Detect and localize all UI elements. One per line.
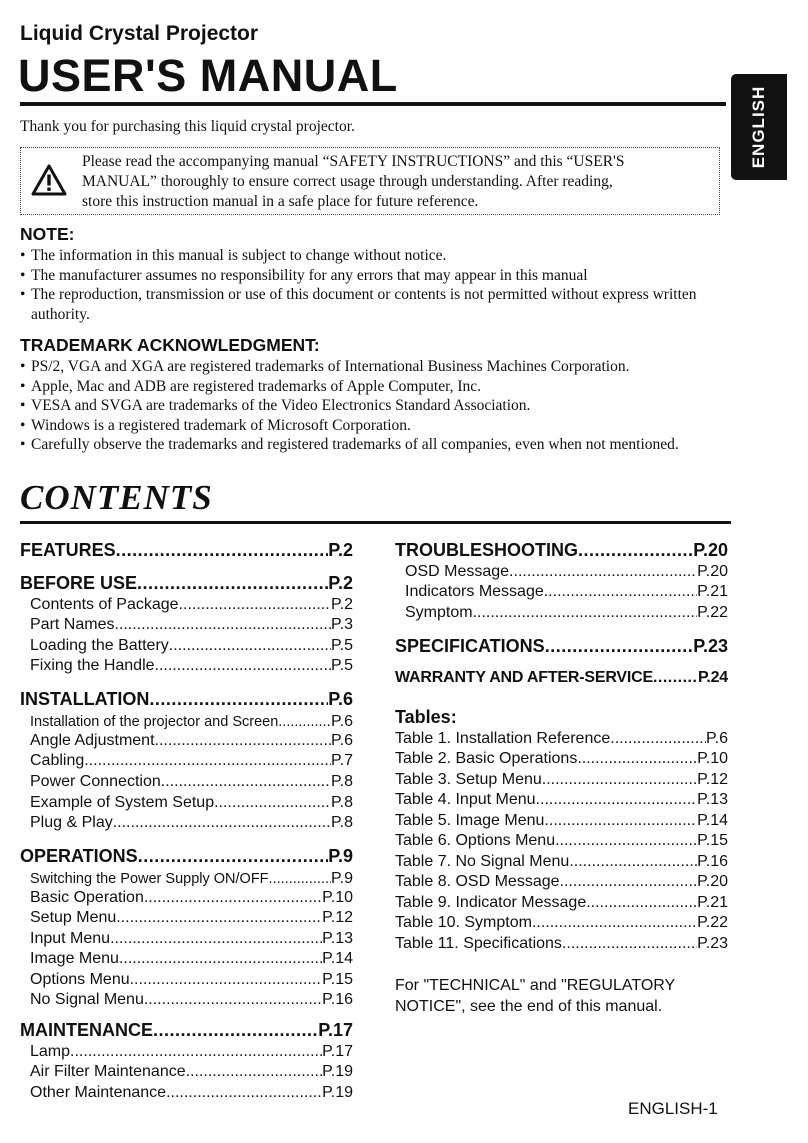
toc-page: P.8 [331,794,353,811]
toc-label: Power Connection [30,773,161,790]
toc-label: Example of System Setup [30,794,215,811]
toc-label: Options Menu [30,971,130,988]
toc-warranty[interactable] [395,669,728,687]
toc-page: P.6 [331,732,353,749]
toc-label: BEFORE USE [20,573,138,593]
toc-item[interactable] [30,616,353,634]
toc-page: P.8 [331,773,353,790]
toc-page: P.17 [322,1043,353,1060]
toc-item[interactable] [30,1084,353,1102]
toc-table-item[interactable] [395,812,728,830]
toc-page: P.3 [331,616,353,633]
toc-label: Lamp [30,1043,71,1060]
toc-page: P.8 [331,814,353,831]
toc-label: SPECIFICATIONS [395,636,545,656]
toc-label: Table 6. Options Menu [395,832,556,849]
toc-label: No Signal Menu [30,991,144,1008]
list-item: • PS/2, VGA and XGA are registered trademarks of International Business Machines Corporation. [20,357,730,377]
toc-label: Angle Adjustment [30,732,155,749]
contents-title: CONTENTS [20,478,213,517]
toc-item[interactable] [30,657,353,675]
warning-line: store this instruction manual in a safe place for future reference. [82,193,479,210]
toc-label: Fixing the Handle [30,657,155,674]
toc-item[interactable] [30,1063,353,1081]
list-item: • Apple, Mac and ADB are registered trademarks of Apple Computer, Inc. [20,377,730,397]
toc-installation[interactable] [20,689,353,710]
toc-label: Indicators Message [405,583,544,600]
toc-page: P.15 [697,832,728,849]
toc-label: Other Maintenance [30,1084,167,1101]
toc-page: P.14 [697,812,728,829]
toc-label: INSTALLATION [20,689,150,709]
toc-item[interactable] [30,794,353,812]
toc-item[interactable] [30,909,353,927]
toc-label: Switching the Power Supply ON/OFF [30,871,269,887]
toc-item[interactable] [30,889,353,907]
toc-item[interactable] [405,563,728,581]
toc-label: Table 9. Indicator Message [395,894,587,911]
toc-table-item[interactable] [395,791,728,809]
toc-table-item[interactable] [395,914,728,932]
toc-label: Table 5. Image Menu [395,812,545,829]
toc-page: P.13 [697,791,728,808]
toc-label: MAINTENANCE [20,1020,153,1040]
toc-label: Table 1. Installation Reference [395,730,611,747]
toc-table-item[interactable] [395,730,728,748]
toc-item[interactable] [30,773,353,791]
toc-table-item[interactable] [395,894,728,912]
trademark-list [20,357,730,455]
toc-page: P.22 [697,604,728,621]
safety-warning-box [20,147,720,215]
toc-label: Installation of the projector and Screen [30,714,279,730]
toc-page: P.20 [697,563,728,580]
toc-item[interactable] [30,1043,353,1061]
toc-label: Plug & Play [30,814,113,831]
list-item: • Carefully observe the trademarks and registered trademarks of all companies, even when not mentioned. [20,435,711,455]
toc-page: P.16 [697,853,728,870]
toc-item[interactable] [30,713,353,731]
warning-triangle-icon [31,164,67,196]
document-subtitle: Liquid Crystal Projector [20,22,259,45]
toc-label: OSD Message [405,563,510,580]
toc-item[interactable] [30,752,353,770]
language-tab-label: ENGLISH [749,85,768,169]
toc-page: P.5 [331,657,353,674]
toc-label: OPERATIONS [20,846,138,866]
toc-page: P.14 [322,950,353,967]
toc-features[interactable] [20,540,353,561]
toc-label: Loading the Battery [30,637,169,654]
toc-label: WARRANTY AND AFTER-SERVICE [395,669,653,686]
footnote-line: For "TECHNICAL" and "REGULATORY [395,977,676,994]
toc-label: Table 8. OSD Message [395,873,560,890]
note-heading: NOTE: [20,224,75,244]
toc-item[interactable] [405,604,728,622]
toc-page: P.23 [697,935,728,952]
toc-page: P.5 [331,637,353,654]
toc-page: P.7 [331,752,353,769]
list-item: • Windows is a registered trademark of Microsoft Corporation. [20,416,730,436]
toc-table-item[interactable] [395,832,728,850]
toc-item[interactable] [30,637,353,655]
toc-label: Part Names [30,616,115,633]
toc-label: TROUBLESHOOTING [395,540,578,560]
toc-page: P.24 [697,669,728,686]
toc-label: Cabling [30,752,85,769]
toc-page: P.6 [328,689,353,709]
toc-specifications[interactable] [395,636,728,657]
toc-table-item[interactable] [395,935,728,953]
toc-page: P.12 [697,771,728,788]
toc-page: P.17 [318,1020,353,1040]
list-item: • The information in this manual is subject to change without notice. [20,246,730,266]
toc-page: P.20 [693,540,728,560]
toc-label: FEATURES [20,540,116,560]
toc-page: P.19 [322,1084,353,1101]
toc-page: P.15 [322,971,353,988]
toc-before-use[interactable] [20,573,353,594]
toc-page: P.21 [697,894,728,911]
warning-line: MANUAL” thoroughly to ensure correct usage through understanding. After reading, [82,173,613,190]
toc-label: Table 11. Specifications [395,935,562,952]
toc-label: Symptom [405,604,473,621]
toc-item[interactable] [30,991,353,1009]
toc-item[interactable] [30,814,353,832]
toc-page: P.16 [322,991,353,1008]
toc-label: Image Menu [30,950,119,967]
toc-item[interactable] [30,950,353,968]
toc-label: Air Filter Maintenance [30,1063,186,1080]
safety-warning-text [82,152,710,212]
toc-page: P.22 [697,914,728,931]
document-title: USER'S MANUAL [18,50,398,101]
toc-page: P.9 [328,846,353,866]
toc-item[interactable] [30,971,353,989]
toc-table-item[interactable] [395,853,728,871]
contents-rule [20,521,731,524]
warning-line: Please read the accompanying manual “SAFETY INSTRUCTIONS” and this “USER'S [82,153,625,170]
toc-page: P.19 [322,1063,353,1080]
toc-troubleshooting[interactable] [395,540,728,561]
toc-item[interactable] [30,870,353,888]
toc-label: Basic Operation [30,889,144,906]
thanks-text: Thank you for purchasing this liquid crystal projector. [20,118,355,135]
toc-operations[interactable] [20,846,353,867]
toc-page: P.20 [697,873,728,890]
toc-maintenance[interactable] [20,1020,353,1041]
list-item: • The manufacturer assumes no responsibility for any errors that may appear in this manual [20,266,730,286]
toc-page: P.6 [331,713,353,730]
note-list [20,246,730,324]
toc-table-item[interactable] [395,771,728,789]
toc-page: P.9 [331,870,353,887]
trademark-heading: TRADEMARK ACKNOWLEDGMENT: [20,335,320,355]
toc-page: P.23 [693,636,728,656]
toc-page: P.10 [697,750,728,767]
toc-page: P.6 [706,730,728,747]
toc-table-item[interactable] [395,750,728,768]
toc-label: Table 2. Basic Operations [395,750,578,767]
tables-heading: Tables: [395,707,457,727]
toc-item[interactable] [30,930,353,948]
toc-label: Table 7. No Signal Menu [395,853,570,870]
toc-label: Contents of Package [30,596,179,613]
title-rule [20,102,726,106]
toc-item[interactable] [30,732,353,750]
toc-page: P.12 [322,909,353,926]
toc-page: P.2 [328,573,353,593]
toc-page: P.10 [322,889,353,906]
list-item: • The reproduction, transmission or use of this document or contents is not permitted without express written authority. [20,285,711,324]
technical-notice-footnote [395,975,725,1017]
toc-item[interactable] [30,596,353,614]
toc-table-item[interactable] [395,873,728,891]
toc-label: Table 4. Input Menu [395,791,536,808]
toc-label: Setup Menu [30,909,117,926]
footnote-line: NOTICE", see the end of this manual. [395,998,663,1015]
toc-page: P.2 [331,596,353,613]
toc-page: P.2 [328,540,353,560]
toc-item[interactable] [405,583,728,601]
toc-page: P.21 [697,583,728,600]
toc-label: Input Menu [30,930,111,947]
toc-label: Table 10. Symptom [395,914,532,931]
list-item: • VESA and SVGA are trademarks of the Video Electronics Standard Association. [20,396,730,416]
toc-page: P.13 [322,930,353,947]
toc-label: Table 3. Setup Menu [395,771,542,788]
page-number: ENGLISH-1 [628,1099,718,1118]
